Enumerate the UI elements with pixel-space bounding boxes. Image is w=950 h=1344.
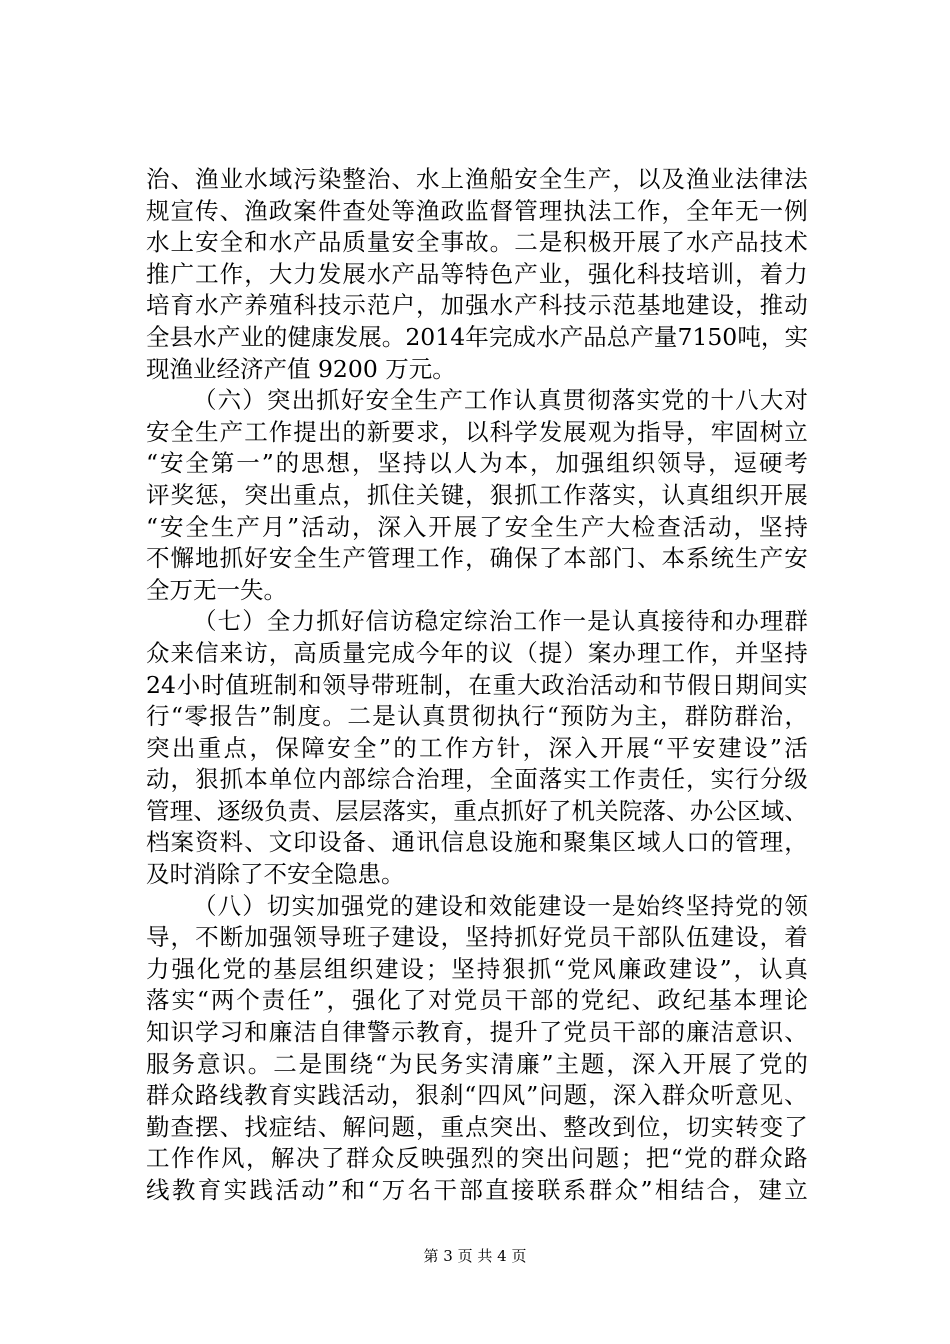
text-line: （ 六 ） 突 出 抓 好 安 全 生 产 工 作 认 真 贯 彻 落 实 党 的 十 八 大 对 [193,386,808,415]
text-line: 动 ， 狠 抓 本 单 位 内 部 综 合 治 理 ， 全 面 落 实 工 作 责 任 ， 实 行 分 级 [146,765,808,794]
text-line: 及时消除了不安全隐患。 [146,860,405,889]
text-line: 全万无一失。 [146,575,287,604]
page-footer: 第 3 页 共 4 页 [423,1247,527,1265]
text-line: 24 小 时 值 班 制 和 领 导 带 班 制 ， 在 重 大 政 治 活 动 和 节 假 日 期 间 实 [146,670,808,699]
text-line: 工 作 作 风 ， 解 决 了 群 众 反 映 强 烈 的 突 出 问 题 ； 把 “ 党 的 群 众 路 [146,1144,808,1173]
text-line: “ 安 全 第 一 ” 的 思 想 ， 坚 持 以 人 为 本 ， 加 强 组 织 领 导 ， 逗 硬 考 [146,449,808,478]
text-line: 力 强 化 党 的 基 层 组 织 建 设 ； 坚 持 狠 抓 “ 党 风 廉 政 建 设 ” ， 认 真 [146,954,808,983]
text-line: 线 教 育 实 践 活 动 ” 和 “ 万 名 干 部 直 接 联 系 群 众 ” 相 结 合 ， 建 立 [146,1176,808,1204]
text-line: 群 众 路 线 教 育 实 践 活 动 ， 狠 刹 “ 四 风 ” 问 题 ， 深 入 群 众 听 意 见 、 [146,1081,808,1110]
text-line: 勤 查 摆 、 找 症 结 、 解 问 题 ， 重 点 突 出 、 整 改 到 位 ， 切 实 转 变 了 [146,1112,808,1141]
document-body [146,164,808,1207]
text-line: 安 全 生 产 工 作 提 出 的 新 要 求 ， 以 科 学 发 展 观 为 指 导 ， 牢 固 树 立 [146,417,808,446]
text-line: （ 八 ） 切 实 加 强 党 的 建 设 和 效 能 建 设 一 是 始 终 坚 持 党 的 领 [193,891,808,920]
text-line: 行 “ 零 报 告 ” 制 度 。 二 是 认 真 贯 彻 执 行 “ 预 防 为 主 ， 群 防 群 治 ， [146,702,808,731]
text-line: 管 理 、 逐 级 负 责 、 层 层 落 实 ， 重 点 抓 好 了 机 关 院 落 、 办 公 区 域 、 [146,796,808,825]
text-line: “ 安 全 生 产 月 ” 活 动 ， 深 入 开 展 了 安 全 生 产 大 检 查 活 动 ， 坚 持 [146,512,808,541]
text-line: 落 实 “ 两 个 责 任 ” ， 强 化 了 对 党 员 干 部 的 党 纪 、 政 纪 基 本 理 论 [146,986,808,1015]
text-line: 全 县 水 产 业 的 健 康 发 展 。 2014 年 完 成 水 产 品 总 产 量 7150 吨 ， 实 [146,322,808,351]
text-line: 评 奖 惩 ， 突 出 重 点 ， 抓 住 关 键 ， 狠 抓 工 作 落 实 ， 认 真 组 织 开 展 [146,480,808,509]
text-line: 培 育 水 产 养 殖 科 技 示 范 户 ， 加 强 水 产 科 技 示 范 基 地 建 设 ， 推 动 [146,291,808,320]
text-line: 治 、 渔 业 水 域 污 染 整 治 、 水 上 渔 船 安 全 生 产 ， 以 及 渔 业 法 律 法 [146,165,808,193]
text-line: （ 七 ） 全 力 抓 好 信 访 稳 定 综 治 工 作 一 是 认 真 接 待 和 办 理 群 [193,607,808,636]
text-line: 现渔业经济产值 9200 万元。 [146,354,456,383]
text-line: 档 案 资 料 、 文 印 设 备 、 通 讯 信 息 设 施 和 聚 集 区 域 人 口 的 管 理 ， [146,828,808,857]
text-line: 众 来 信 来 访 ， 高 质 量 完 成 今 年 的 议 （ 提 ） 案 办 理 工 作 ， 并 坚 持 [146,638,808,667]
text-line: 服 务 意 识 。 二 是 围 绕 “ 为 民 务 实 清 廉 ” 主 题 ， 深 入 开 展 了 党 的 [146,1049,808,1078]
text-line: 规 宣 传 、 渔 政 案 件 查 处 等 渔 政 监 督 管 理 执 法 工 作 ， 全 年 无 一 例 [146,196,808,225]
text-line: 突 出 重 点 ， 保 障 安 全 ” 的 工 作 方 针 ， 深 入 开 展 “ 平 安 建 设 ” 活 [146,733,808,762]
text-line: 知 识 学 习 和 廉 洁 自 律 警 示 教 育 ， 提 升 了 党 员 干 部 的 廉 洁 意 识 、 [146,1018,808,1047]
text-line: 水 上 安 全 和 水 产 品 质 量 安 全 事 故 。 二 是 积 极 开 展 了 水 产 品 技 术 [146,228,808,257]
text-line: 导 ， 不 断 加 强 领 导 班 子 建 设 ， 坚 持 抓 好 党 员 干 部 队 伍 建 设 ， 着 [146,923,808,952]
text-line: 推 广 工 作 ， 大 力 发 展 水 产 品 等 特 色 产 业 ， 强 化 科 技 培 训 ， 着 力 [146,259,808,288]
text-line: 不 懈 地 抓 好 安 全 生 产 管 理 工 作 ， 确 保 了 本 部 门 、 本 系 统 生 产 安 [146,544,808,573]
